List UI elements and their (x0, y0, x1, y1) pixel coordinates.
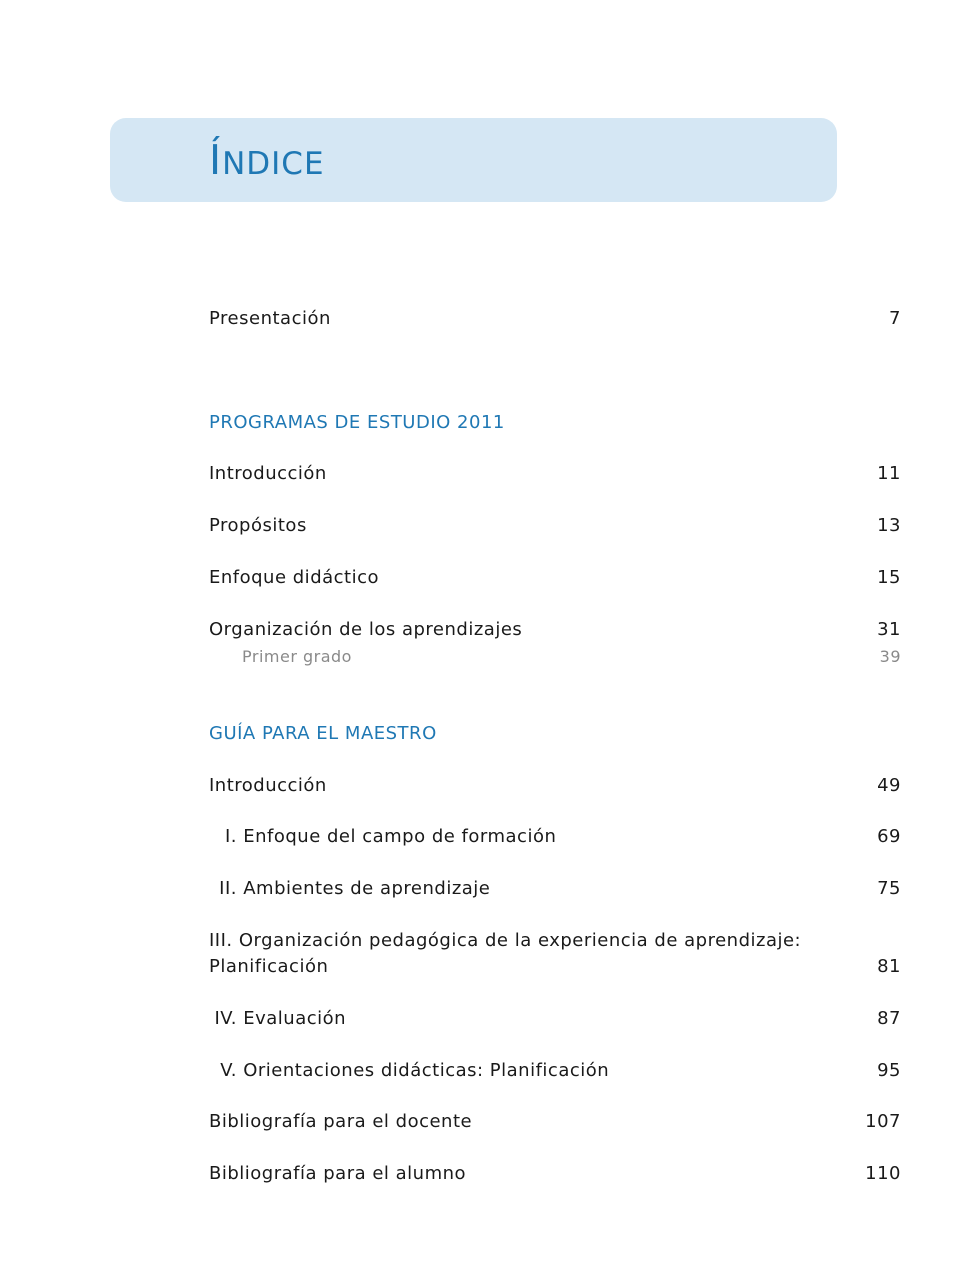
toc-page: 7 (889, 308, 901, 329)
toc-entry-bibliografia-alumno[interactable] (209, 1161, 901, 1187)
toc-page: 81 (877, 956, 901, 977)
toc-entry-capitulo-4[interactable] (209, 1006, 901, 1032)
chapter-number: II. (219, 878, 237, 899)
toc-label: Bibliografía para el docente (209, 1111, 473, 1132)
chapter-number: IV. (214, 1008, 237, 1029)
toc-page: 95 (877, 1060, 901, 1081)
section-heading-programas: PROGRAMAS DE ESTUDIO 2011 (209, 412, 505, 433)
toc-label: Introducción (209, 463, 327, 484)
toc-entry-presentacion[interactable] (209, 306, 901, 332)
toc-page: 87 (877, 1008, 901, 1029)
toc-entry-propositos[interactable] (209, 513, 901, 539)
toc-label: Enfoque didáctico (209, 567, 380, 588)
chapter-number: III. (209, 930, 233, 951)
toc-entry-capitulo-2[interactable] (209, 876, 901, 902)
toc-page: 69 (877, 826, 901, 847)
toc-page: 39 (879, 647, 901, 666)
toc-page: 49 (877, 775, 901, 796)
toc-entry-enfoque-didactico[interactable] (209, 565, 901, 591)
toc-label: Organización pedagógica de la experiencia de aprendizaje: (238, 930, 802, 951)
toc-label: Presentación (209, 308, 331, 329)
toc-entry-capitulo-3[interactable] (209, 928, 901, 980)
toc-page: 11 (877, 463, 901, 484)
toc-entry-bibliografia-docente[interactable] (209, 1109, 901, 1135)
toc-entry-introduccion-guia[interactable] (209, 773, 901, 799)
page-title: ÍNDICE (209, 136, 325, 184)
toc-label: Enfoque del campo de formación (243, 826, 557, 847)
toc-page: 15 (877, 567, 901, 588)
toc-page: 110 (865, 1163, 901, 1184)
chapter-number: V. (220, 1060, 237, 1081)
toc-label: Propósitos (209, 515, 307, 536)
toc-label: Organización de los aprendizajes (209, 619, 523, 640)
toc-label-continued: Planificación (209, 956, 329, 977)
title-banner (110, 118, 837, 202)
toc-label: Orientaciones didácticas: Planificación (243, 1060, 610, 1081)
toc-page: 75 (877, 878, 901, 899)
toc-page: 31 (877, 619, 901, 640)
toc-label: Evaluación (243, 1008, 347, 1029)
toc-entry-primer-grado[interactable] (209, 646, 901, 668)
toc-label: Introducción (209, 775, 327, 796)
toc-entry-capitulo-5[interactable] (209, 1058, 901, 1084)
toc-page: 13 (877, 515, 901, 536)
section-heading-guia: GUÍA PARA EL MAESTRO (209, 723, 437, 744)
toc-label: Ambientes de aprendizaje (243, 878, 491, 899)
toc-label: Primer grado (242, 647, 352, 666)
toc-entry-organizacion[interactable] (209, 617, 901, 643)
toc-label: Bibliografía para el alumno (209, 1163, 467, 1184)
toc-page: 107 (865, 1111, 901, 1132)
toc-entry-introduccion-programas[interactable] (209, 461, 901, 487)
toc-entry-capitulo-1[interactable] (209, 824, 901, 850)
chapter-number: I. (224, 826, 237, 847)
